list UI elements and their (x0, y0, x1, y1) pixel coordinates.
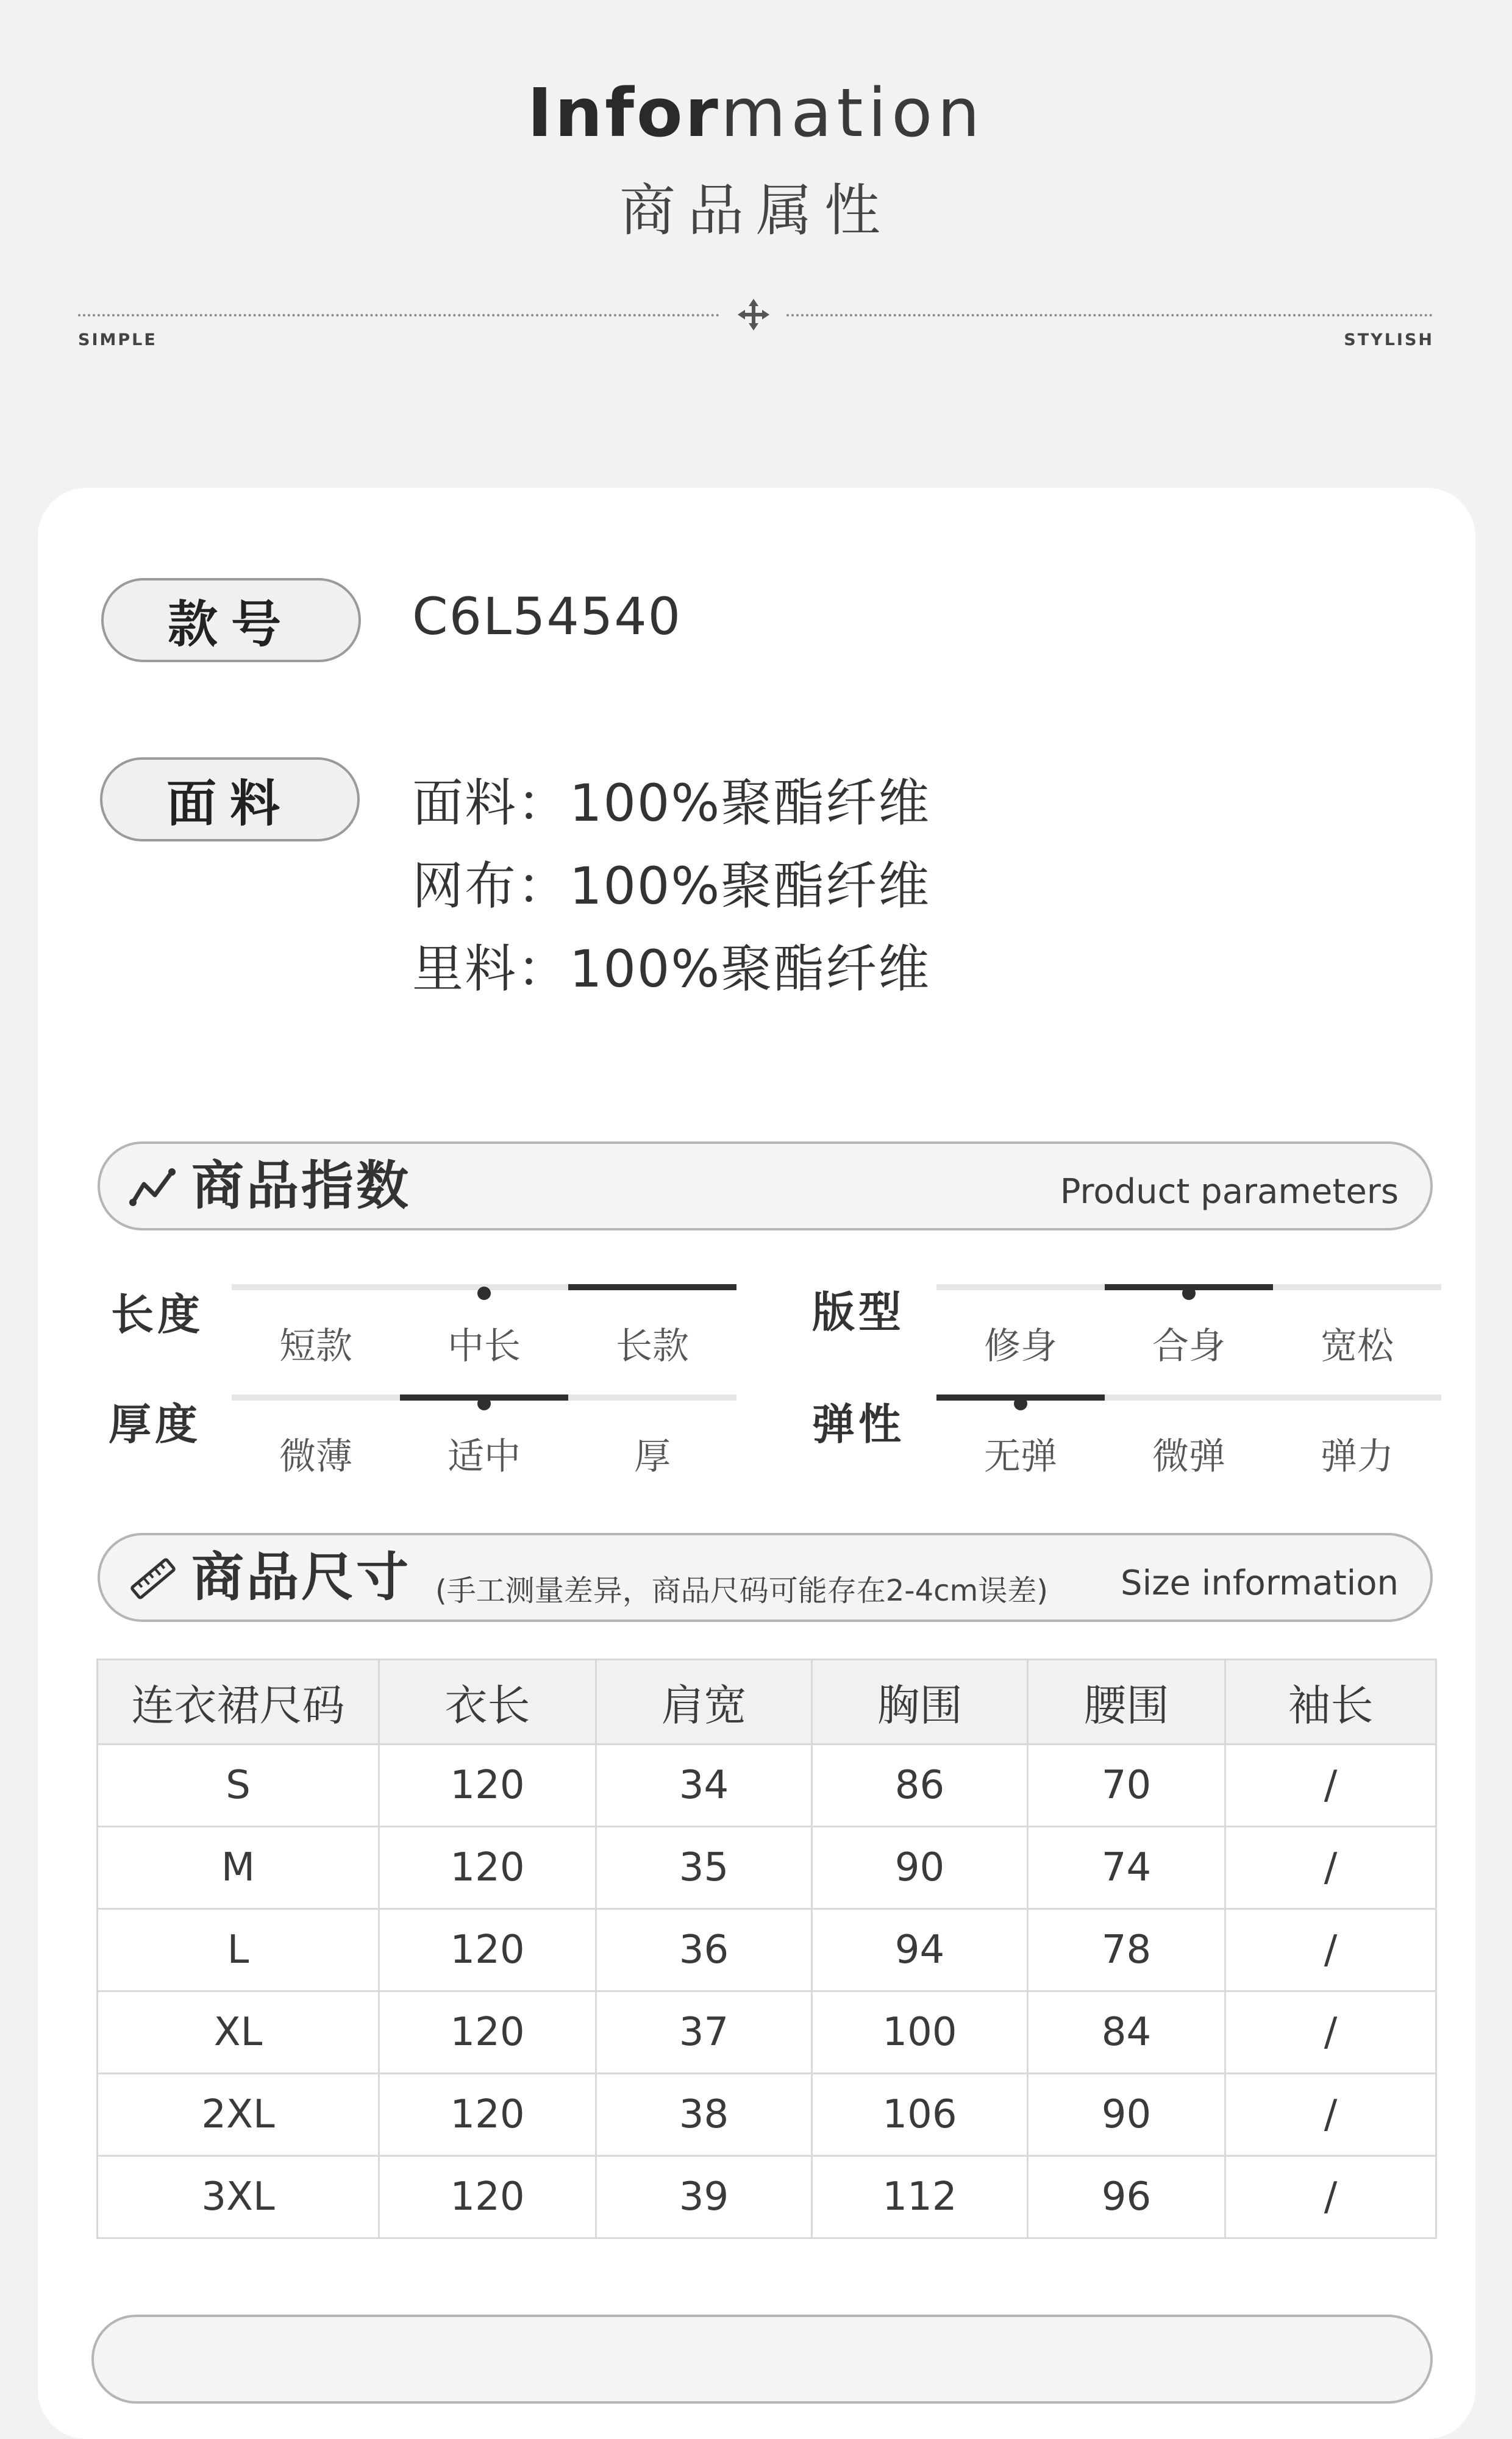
param-option: 短款 (279, 1325, 352, 1368)
table-cell: 34 (596, 1744, 812, 1827)
params-section-title-en: Product parameters (1060, 1172, 1399, 1212)
param-option: 修身 (984, 1325, 1057, 1368)
table-header-cell: 腰围 (1028, 1660, 1225, 1744)
table-cell: 120 (379, 1991, 596, 2074)
param-track-fit (936, 1284, 1441, 1368)
table-cell: / (1225, 2074, 1436, 2156)
table-cell: 37 (596, 1991, 812, 2074)
param-label-fit: 版型 (812, 1287, 905, 1337)
param-option: 无弹 (984, 1435, 1057, 1478)
table-cell: 106 (812, 2074, 1028, 2156)
divider-left (78, 314, 719, 316)
param-option: 弹力 (1321, 1435, 1394, 1478)
stylish-label: STYLISH (1344, 330, 1434, 349)
table-cell: 2XL (98, 2074, 379, 2156)
trend-line-icon (129, 1166, 177, 1209)
table-cell: 35 (596, 1827, 812, 1909)
param-track-elasticity (936, 1394, 1441, 1478)
model-number-label: 款号 (101, 578, 361, 662)
divider-right (786, 314, 1433, 316)
table-cell: M (98, 1827, 379, 1909)
table-header-cell: 胸围 (812, 1660, 1028, 1744)
table-cell: / (1225, 1909, 1436, 1991)
param-option: 微薄 (279, 1435, 352, 1478)
param-knob-thickness (477, 1397, 491, 1410)
param-knob-length (477, 1287, 491, 1300)
param-option: 中长 (448, 1325, 521, 1368)
param-option: 微弹 (1152, 1435, 1225, 1478)
table-row (98, 1744, 1436, 1827)
table-cell: XL (98, 1991, 379, 2074)
table-cell: 120 (379, 1827, 596, 1909)
table-cell: 100 (812, 1991, 1028, 2074)
table-cell: 74 (1028, 1827, 1225, 1909)
table-cell: 96 (1028, 2156, 1225, 2238)
param-track-length (232, 1284, 736, 1368)
model-number-value: C6L54540 (412, 587, 682, 646)
move-cross-icon (736, 298, 771, 332)
size-section-bar (98, 1533, 1433, 1622)
param-knob-elasticity (1014, 1397, 1027, 1410)
param-option: 适中 (448, 1435, 521, 1478)
page-subtitle: 商品属性 (619, 178, 893, 243)
param-option: 厚 (634, 1435, 671, 1478)
table-cell: / (1225, 1827, 1436, 1909)
table-row (98, 1909, 1436, 1991)
params-section-bar (98, 1141, 1433, 1230)
table-cell: 70 (1028, 1744, 1225, 1827)
table-cell: 3XL (98, 2156, 379, 2238)
table-cell: 94 (812, 1909, 1028, 1991)
table-cell: / (1225, 2156, 1436, 2238)
table-cell: 39 (596, 2156, 812, 2238)
table-header-cell: 袖长 (1225, 1660, 1436, 1744)
param-knob-fit (1182, 1287, 1196, 1300)
ruler-icon (129, 1557, 177, 1600)
size-section-title: 商品尺寸 (191, 1547, 411, 1608)
param-label-elasticity: 弹性 (812, 1399, 905, 1449)
table-cell: 90 (812, 1827, 1028, 1909)
fabric-line-mesh: 网布：100%聚酯纤维 (412, 856, 931, 916)
table-cell: 90 (1028, 2074, 1225, 2156)
table-cell: 38 (596, 2074, 812, 2156)
size-table (96, 1659, 1437, 2239)
param-option: 长款 (616, 1325, 689, 1368)
table-cell: 78 (1028, 1909, 1225, 1991)
table-cell: 112 (812, 2156, 1028, 2238)
table-cell: 86 (812, 1744, 1028, 1827)
table-cell: 120 (379, 2074, 596, 2156)
table-cell: / (1225, 1991, 1436, 2074)
param-label-thickness: 厚度 (109, 1399, 201, 1449)
param-selected-length (568, 1284, 736, 1290)
table-row (98, 2074, 1436, 2156)
table-cell: 120 (379, 1744, 596, 1827)
table-cell: S (98, 1744, 379, 1827)
title-bold-part: Infor (527, 74, 721, 152)
fabric-label: 面料 (100, 757, 360, 841)
table-row (98, 1827, 1436, 1909)
param-option: 宽松 (1321, 1325, 1394, 1368)
page-title (0, 74, 1512, 152)
param-track-thickness (232, 1394, 736, 1478)
table-header-cell: 衣长 (379, 1660, 596, 1744)
fabric-line-lining: 里料：100%聚酯纤维 (412, 939, 931, 999)
table-row (98, 2156, 1436, 2238)
table-cell: 120 (379, 1909, 596, 1991)
table-row (98, 1991, 1436, 2074)
param-label-length: 长度 (111, 1290, 204, 1340)
next-section-bar (91, 2315, 1433, 2404)
table-cell: / (1225, 1744, 1436, 1827)
table-header-row (98, 1660, 1436, 1744)
size-section-title-en: Size information (1121, 1563, 1399, 1603)
table-cell: 36 (596, 1909, 812, 1991)
simple-label: SIMPLE (78, 330, 157, 349)
table-cell: L (98, 1909, 379, 1991)
title-light-part: mation (720, 74, 985, 152)
table-cell: 120 (379, 2156, 596, 2238)
table-header-cell: 肩宽 (596, 1660, 812, 1744)
params-section-title: 商品指数 (191, 1155, 411, 1216)
size-section-note: (手工测量差异，商品尺码可能存在2-4cm误差) (435, 1574, 1049, 1608)
param-option: 合身 (1152, 1325, 1225, 1368)
table-header-cell: 连衣裙尺码 (98, 1660, 379, 1744)
fabric-line-outer: 面料：100%聚酯纤维 (412, 773, 931, 833)
table-cell: 84 (1028, 1991, 1225, 2074)
